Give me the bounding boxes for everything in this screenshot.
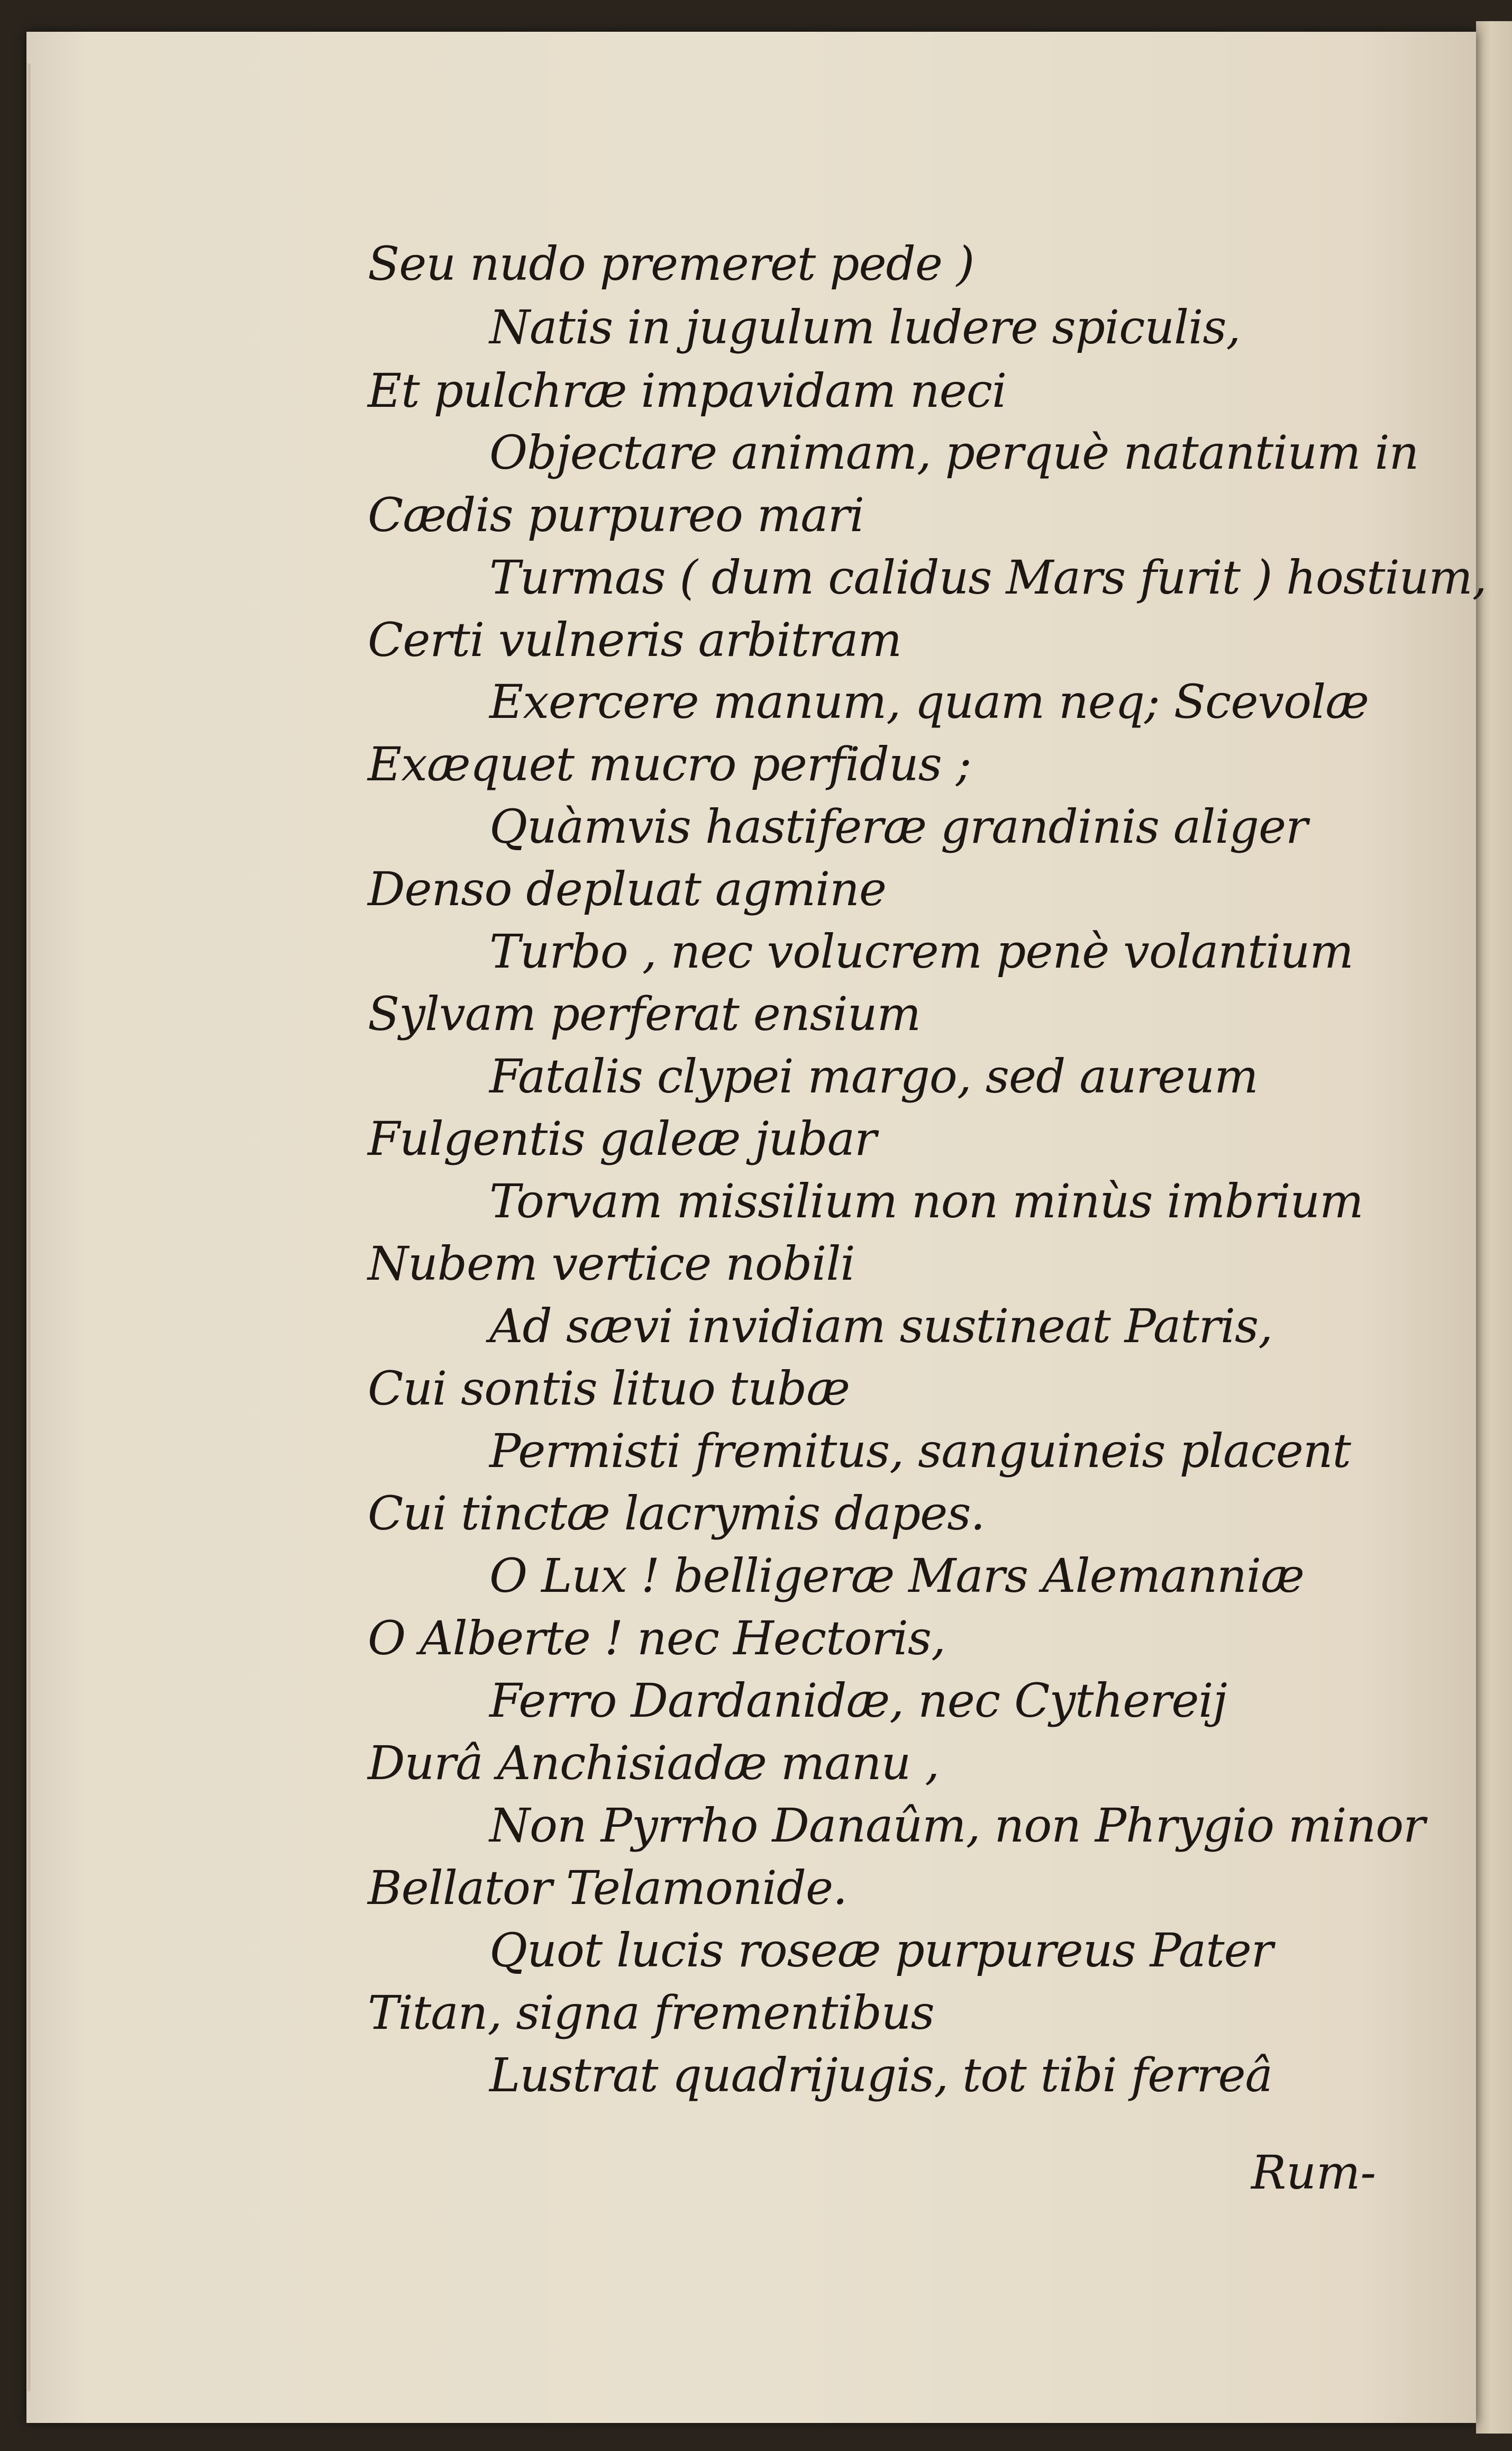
verse-line: Certi vulneris arbitram: [368, 613, 901, 667]
verse-line: Turbo , nec volucrem penè volantium: [489, 924, 1353, 979]
verse-line: Seu nudo premeret pede ): [368, 236, 974, 291]
verse-line: Quot lucis roseæ purpureus Pater: [489, 1923, 1273, 1978]
verse-line: Durâ Anchisiadæ manu ,: [368, 1736, 940, 1790]
verse-line: Permisti fremitus, sanguineis placent: [489, 1424, 1351, 1478]
verse-line: Denso depluat agmine: [368, 862, 886, 916]
verse-line: Nubem vertice nobili: [368, 1236, 855, 1291]
verse-line: Cui sontis lituo tubæ: [368, 1361, 850, 1416]
verse-line: Fulgentis galeæ jubar: [368, 1111, 877, 1166]
verse-line: Turmas ( dum calidus Mars furit ) hostium,: [489, 550, 1487, 605]
verse-line: Fatalis clypei margo, sed aureum: [489, 1049, 1258, 1104]
verse-line: Torvam missilium non minùs imbrium: [489, 1174, 1363, 1228]
verse-line: Exæquet mucro perfidus ;: [368, 737, 971, 791]
verse-line: Objectare animam, perquè natantium in: [489, 425, 1419, 480]
verse-line: O Alberte ! nec Hectoris,: [368, 1611, 945, 1665]
verse-line: Ad sævi invidiam sustineat Patris,: [489, 1299, 1273, 1353]
verse-line: Ferro Dardanidæ, nec Cythereij: [489, 1673, 1227, 1728]
verse-line: Non Pyrrho Danaûm, non Phrygio minor: [489, 1798, 1425, 1853]
verse-line: O Lux ! belligeræ Mars Alemanniæ: [489, 1548, 1304, 1603]
verse-line: Cui tinctæ lacrymis dapes.: [368, 1486, 985, 1541]
verse-line: Lustrat quadrijugis, tot tibi ferreâ: [489, 2048, 1273, 2102]
verse-line: Sylvam perferat ensium: [368, 987, 921, 1041]
verse-line: Titan, signa frementibus: [368, 1985, 934, 2040]
verse-line: Natis in jugulum ludere spiculis,: [489, 300, 1241, 354]
verse-line: Et pulchræ impavidam neci: [368, 363, 1007, 418]
verse-line: Exercere manum, quam neq; Scevolæ: [489, 675, 1369, 729]
verse-line: Bellator Telamonide.: [368, 1861, 848, 1915]
verse-line: Cædis purpureo mari: [368, 488, 864, 542]
verse-line: Quàmvis hastiferæ grandinis aliger: [489, 799, 1308, 854]
catchword: Rum-: [1251, 2145, 1377, 2200]
